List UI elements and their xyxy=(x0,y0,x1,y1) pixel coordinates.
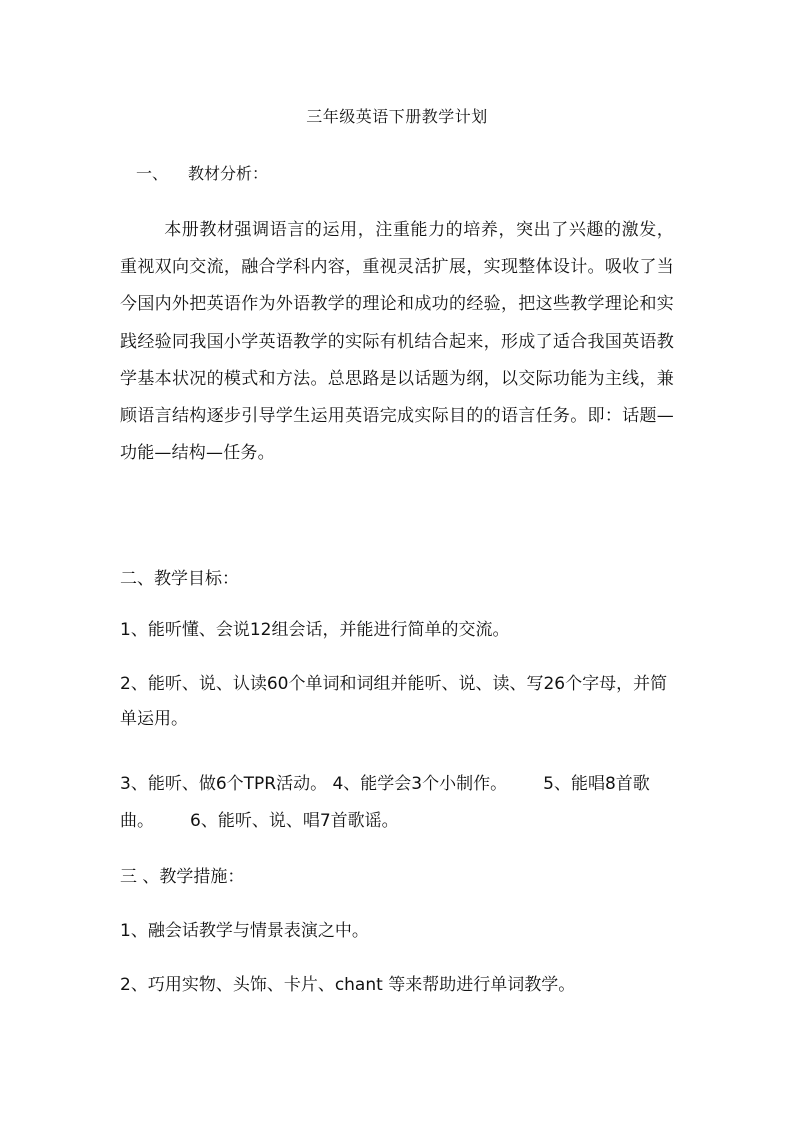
measure-item-2: 2、巧用实物、头饰、卡片、chant 等来帮助进行单词教学。 xyxy=(120,975,576,995)
section-3-heading: 三 、教学措施： xyxy=(120,867,245,887)
goal-item-6: 6、能听、说、唱7首歌谣。 xyxy=(190,811,399,831)
section-1-number: 一、 xyxy=(136,164,169,183)
goal-item-1: 1、能听懂、会说12组会话，并能进行简单的交流。 xyxy=(120,620,510,640)
section-1-title: 教材分析： xyxy=(188,164,269,183)
section-1-heading xyxy=(136,161,268,187)
goal-item-3-group xyxy=(120,766,676,840)
goal-item-3a: 3、能听、做6个TPR活动。 4、能学会3个小制作。 xyxy=(120,774,508,794)
textbook-analysis-paragraph: 本册教材强调语言的运用，注重能力的培养，突出了兴趣的激发，重视双向交流，融合学科内容，重视灵活扩展，实现整体设计。吸收了当今国内外把英语作为外语教学的理论和成功的经验，把这些教学理论和实践经验同我国小学英语教学的实际有机结合起来，形成了适合我国英语教学基本状况的模式和方法。总思路是以话题为纲，以交际功能为主线，兼顾语言结构逐步引导学生运用英语完成实际目的的语言任务。即：话题—功能—结构—任务。 xyxy=(120,220,674,464)
section-2-heading: 二、教学目标： xyxy=(120,569,239,589)
measure-item-1: 1、融会话教学与情景表演之中。 xyxy=(120,921,369,941)
goal-item-5: 5、能唱8首歌曲。 xyxy=(120,774,650,831)
goal-item-2: 2、能听、说、认读60个单词和词组并能听、说、读、写26个字母，并简单运用。 xyxy=(120,674,668,729)
document-title: 三年级英语下册教学计划 xyxy=(306,107,488,126)
